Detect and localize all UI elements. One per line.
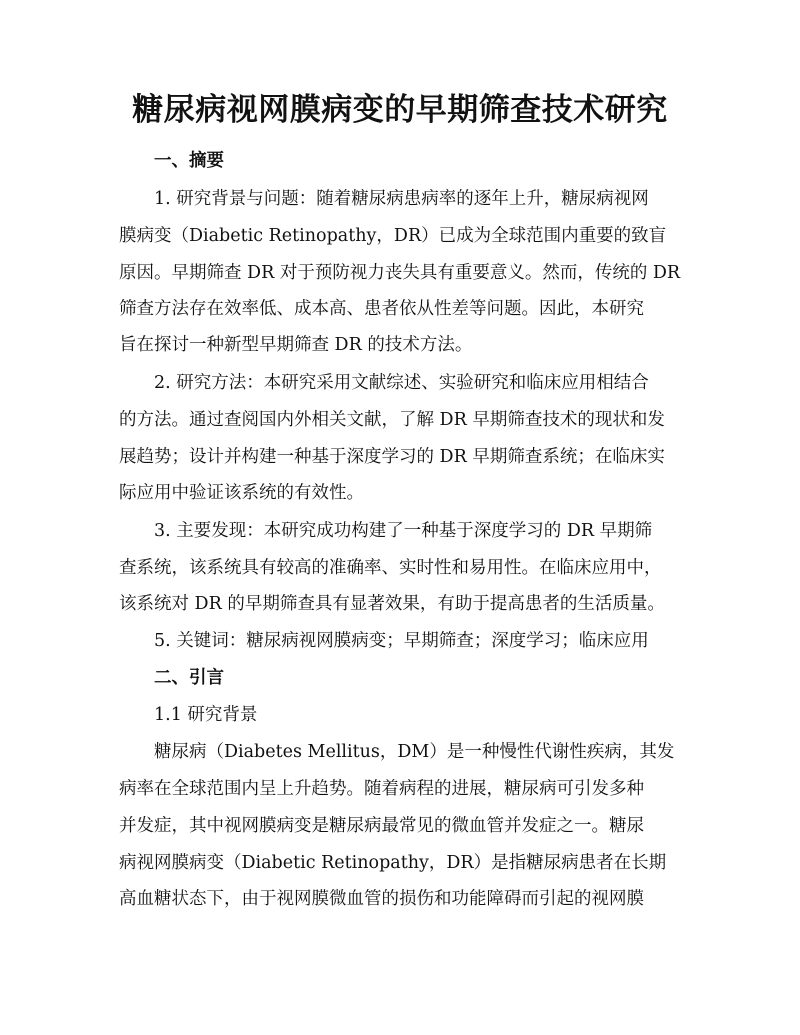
keywords-line: 5. 关键词：糖尿病视网膜病变；早期筛查；深度学习；临床应用 xyxy=(154,631,649,651)
paragraph-line: 并发症，其中视网膜病变是糖尿病最常见的微血管并发症之一。糖尿 xyxy=(119,816,644,836)
paragraph-line: 筛查方法存在效率低、成本高、患者依从性差等问题。因此，本研究 xyxy=(119,299,644,319)
section-heading-abstract: 一、摘要 xyxy=(154,151,224,171)
paragraph-line: 查系统，该系统具有较高的准确率、实时性和易用性。在临床应用中， xyxy=(119,558,662,578)
paragraph-line: 2. 研究方法：本研究采用文献综述、实验研究和临床应用相结合 xyxy=(154,373,649,393)
section-heading-introduction: 二、引言 xyxy=(154,668,224,688)
paragraph-line: 际应用中验证该系统的有效性。 xyxy=(119,483,364,503)
subsection-heading: 1.1 研究背景 xyxy=(154,705,258,725)
document-title: 糖尿病视网膜病变的早期筛查技术研究 xyxy=(132,92,668,128)
paragraph-line: 的方法。通过查阅国内外相关文献，了解 DR 早期筛查技术的现状和发 xyxy=(119,410,665,430)
paragraph-line: 病视网膜病变（Diabetic Retinopathy，DR）是指糖尿病患者在长期 xyxy=(119,853,667,873)
paragraph-line: 1. 研究背景与问题：随着糖尿病患病率的逐年上升，糖尿病视网 xyxy=(154,189,649,209)
paragraph-line: 病率在全球范围内呈上升趋势。随着病程的进展，糖尿病可引发多种 xyxy=(119,779,644,799)
paragraph-line: 该系统对 DR 的早期筛查具有显著效果，有助于提高患者的生活质量。 xyxy=(119,594,665,614)
paragraph-line: 高血糖状态下，由于视网膜微血管的损伤和功能障碍而引起的视网膜 xyxy=(119,889,644,909)
paragraph-line: 展趋势；设计并构建一种基于深度学习的 DR 早期筛查系统；在临床实 xyxy=(119,447,665,467)
paragraph-line: 膜病变（Diabetic Retinopathy，DR）已成为全球范围内重要的致盲 xyxy=(119,226,667,246)
paragraph-line: 原因。早期筛查 DR 对于预防视力丧失具有重要意义。然而，传统的 DR xyxy=(119,263,681,283)
paragraph-line: 旨在探讨一种新型早期筛查 DR 的技术方法。 xyxy=(119,335,473,355)
paragraph-line: 3. 主要发现：本研究成功构建了一种基于深度学习的 DR 早期筛 xyxy=(154,521,653,541)
paragraph-line: 糖尿病（Diabetes Mellitus，DM）是一种慢性代谢性疾病，其发 xyxy=(154,742,675,762)
